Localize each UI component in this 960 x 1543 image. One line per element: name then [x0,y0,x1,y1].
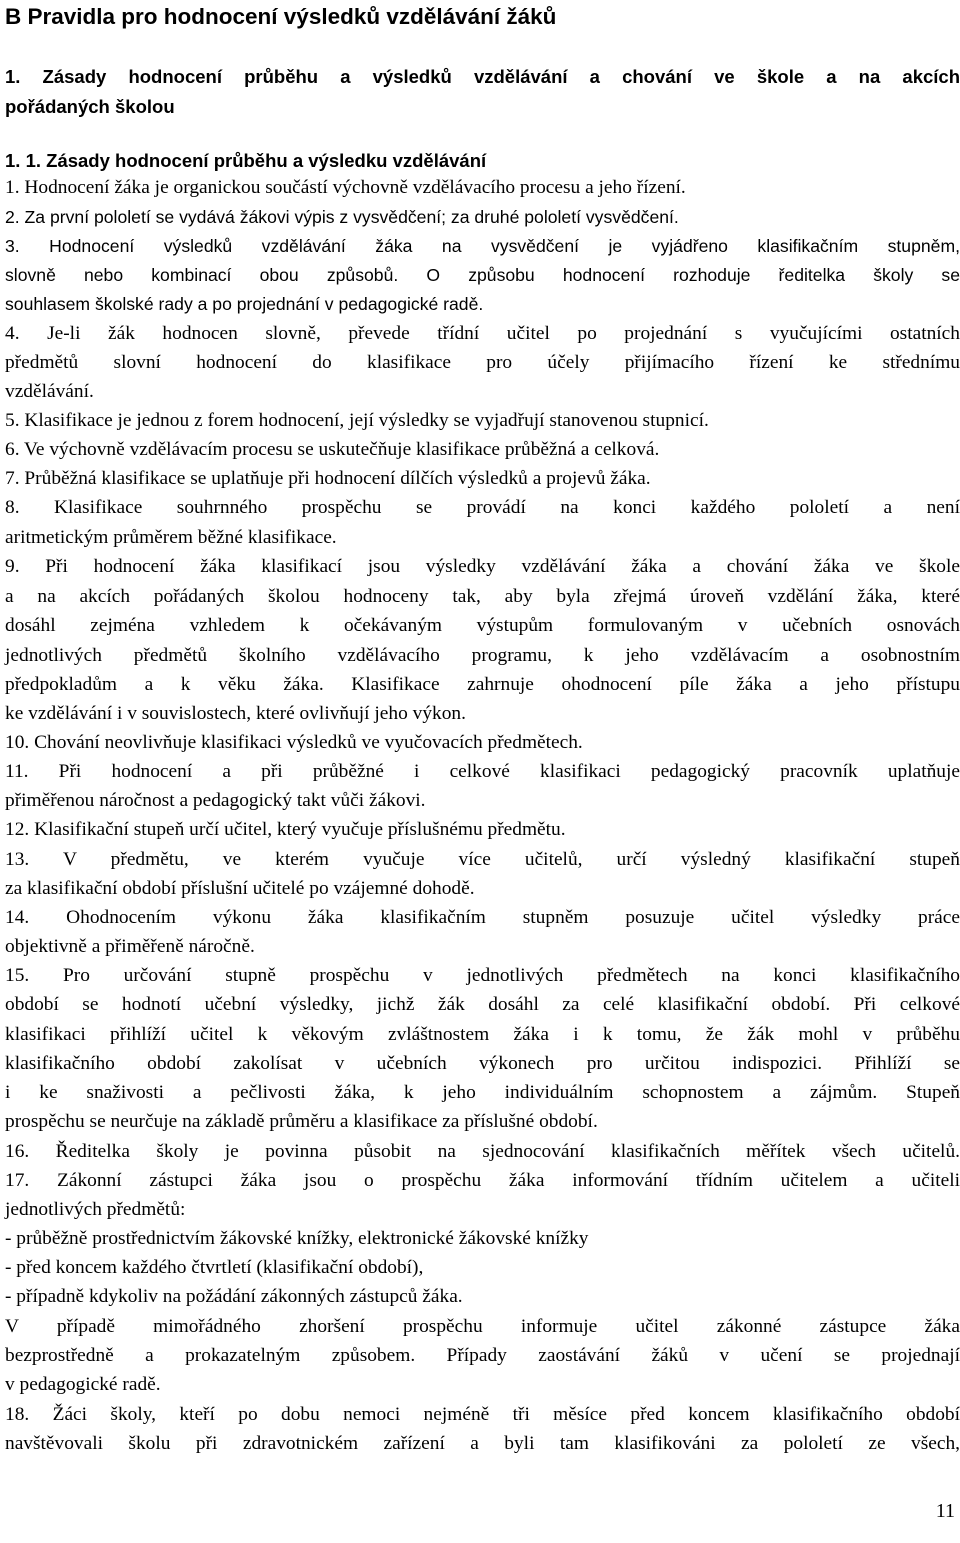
text-line: bezprostředně a prokazatelným způsobem. Případy zaostávání žáků v učení se projednají [5,1345,960,1366]
text-line: 16. Ředitelka školy je povinna působit na sjednocování klasifikačních měřítek všech učitelů. [5,1141,960,1162]
text-line: objektivně a přiměřeně náročně. [5,936,255,957]
text-line: navštěvovali školu při zdravotnickém zařízení a byli tam klasifikováni za pololetí ze všech, [5,1433,960,1454]
text-line: 12. Klasifikační stupeň určí učitel, který vyučuje příslušnému předmětu. [5,819,566,840]
text-line: dosáhl zejména vzhledem k očekávaným výstupům formulovaným v učebních osnovách [5,615,960,636]
text-line: 4. Je-li žák hodnocen slovně, převede třídní učitel po projednání s vyučujícími ostatních [5,323,960,344]
text-line: souhlasem školské rady a po projednání v pedagogické radě. [5,294,484,314]
text-line: 17. Zákonní zástupci žáka jsou o prospěchu žáka informování třídním učitelem a učiteli [5,1170,960,1191]
text-line: 9. Při hodnocení žáka klasifikací jsou výsledky vzdělávání žáka a chování žáka ve škole [5,556,960,577]
text-line: v pedagogické radě. [5,1374,161,1395]
text-line: 5. Klasifikace je jednou z forem hodnocení, její výsledky se vyjadřují stanovenou stupnicí. [5,410,709,431]
text-line: a na akcích pořádaných školou hodnoceny tak, aby byla zřejmá úroveň vzdělání žáka, které [5,586,960,607]
text-line: 7. Průběžná klasifikace se uplatňuje při hodnocení dílčích výsledků a projevů žáka. [5,468,651,489]
text-line: 14. Ohodnocením výkonu žáka klasifikačním stupněm posuzuje učitel výsledky práce [5,907,960,928]
text-line: 10. Chování neovlivňuje klasifikaci výsledků ve vyučovacích předmětech. [5,732,583,753]
text-line: 6. Ve výchovně vzdělávacím procesu se uskutečňuje klasifikace průběžná a celková. [5,439,660,460]
text-line: prospěchu se neurčuje na základě průměru a klasifikace za příslušné období. [5,1111,598,1132]
text-line: aritmetickým průměrem běžné klasifikace. [5,527,337,548]
text-line: 2. Za první pololetí se vydává žákovi výpis z vysvědčení; za druhé pololetí vysvědčení. [5,207,679,227]
section-heading-1 [5,62,960,122]
page-number: 11 [935,1500,955,1522]
text-line: 13. V předmětu, ve kterém vyučuje více učitelů, určí výsledný klasifikační stupeň [5,849,960,870]
text-line: 11. Při hodnocení a při průběžné i celkové klasifikaci pedagogický pracovník uplatňuje [5,761,960,782]
text-line: přiměřenou náročnost a pedagogický takt vůči žákovi. [5,790,426,811]
text-line: 18. Žáci školy, kteří po dobu nemoci nejméně tři měsíce před koncem klasifikačního období [5,1404,960,1425]
text-line: klasifikaci přihlíží učitel k věkovým zvláštnostem žáka i k tomu, že žák mohl v průběhu [5,1024,960,1045]
text-line: slovně nebo kombinací obou způsobů. O způsobu hodnocení rozhoduje ředitelka školy se [5,265,960,285]
text-line: klasifikačního období zakolísat v učebních výkonech pro určitou indispozici. Přihlíží se [5,1053,960,1074]
text-line: i ke snaživosti a pečlivosti žáka, k jeho individuálním schopnostem a zájmům. Stupeň [5,1082,960,1103]
text-line: vzdělávání. [5,381,94,402]
text-line: období se hodnotí učební výsledky, jichž žák dosáhl za celé klasifikační období. Při celkové [5,994,960,1015]
text-line: 8. Klasifikace souhrnného prospěchu se provádí na konci každého pololetí a není [5,497,960,518]
text-line: za klasifikační období příslušní učitelé po vzájemné dohodě. [5,878,475,899]
text-line: - před koncem každého čtvrtletí (klasifikační období), [5,1257,424,1278]
section-heading-1-1: 1. 1. Zásady hodnocení průběhu a výsledku vzdělávání [5,150,487,171]
text-line: 1. Hodnocení žáka je organickou součástí výchovně vzdělávacího procesu a jeho řízení. [5,177,686,198]
text-line: předmětů slovní hodnocení do klasifikace pro účely přijímacího řízení ke střednímu [5,352,960,373]
text-line: jednotlivých předmětů: [5,1199,186,1220]
text-line: ke vzdělávání i v souvislostech, které ovlivňují jeho výkon. [5,703,466,724]
text-line: 15. Pro určování stupně prospěchu v jednotlivých předmětech na konci klasifikačního [5,965,960,986]
text-line: předpokladům a k věku žáka. Klasifikace zahrnuje ohodnocení píle žáka a jeho přístupu [5,674,960,695]
section-heading-1-line-2: pořádaných školou [5,96,175,117]
document-title: B Pravidla pro hodnocení výsledků vzdělávání žáků [5,4,557,29]
text-line: - průběžně prostřednictvím žákovské knížky, elektronické žákovské knížky [5,1228,589,1249]
text-line: - případně kdykoliv na požádání zákonných zástupců žáka. [5,1286,463,1307]
text-line: 3. Hodnocení výsledků vzdělávání žáka na vysvědčení je vyjádřeno klasifikačním stupněm, [5,236,960,256]
text-line: V případě mimořádného zhoršení prospěchu informuje učitel zákonné zástupce žáka [5,1316,960,1337]
section-heading-1-line-1: 1. Zásady hodnocení průběhu a výsledků vzdělávání a chování ve škole a na akcích [5,66,960,87]
text-line: jednotlivých předmětů školního vzdělávacího programu, k jeho vzdělávacím a osobnostním [5,645,960,666]
